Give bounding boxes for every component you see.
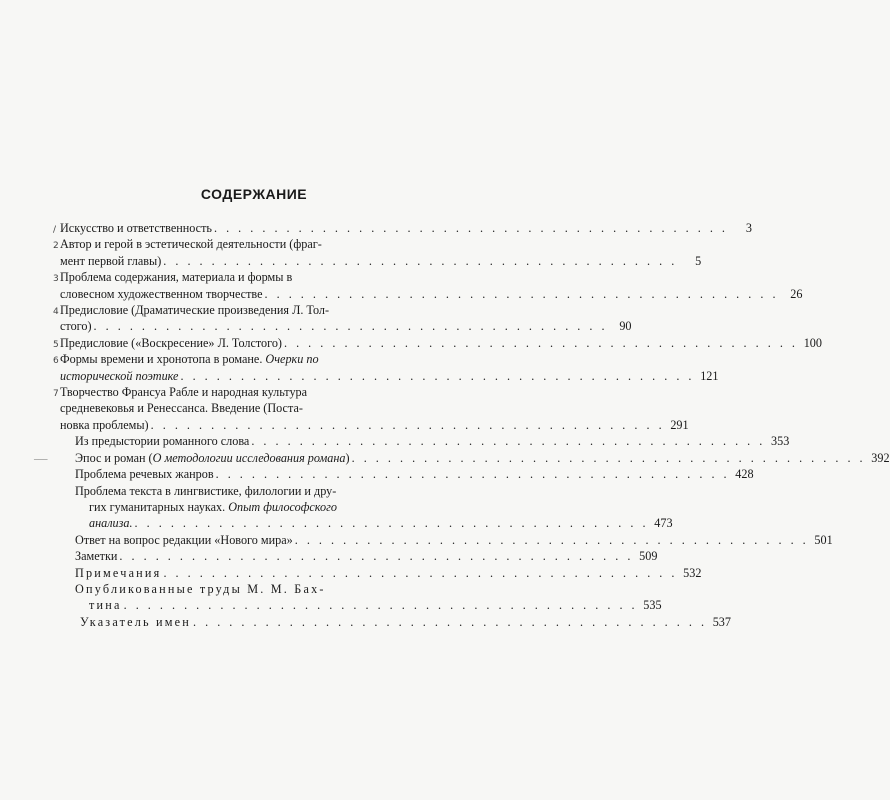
toc-entry[interactable] (60, 581, 662, 614)
toc-entry-title-cont: новка проблемы) (60, 417, 149, 432)
leader-dots: . . . . . . . . . . . . . . . . . . . . . . . . . . . . . . . . . . . . . . . . . . . (294, 532, 809, 547)
toc-entry-title: Творчество Франсуа Рабле и народная культура (60, 385, 308, 400)
toc-page-number: 535 (643, 598, 662, 613)
leader-dots: . . . . . . . . . . . . . . . . . . . . . . . . . . . . . . . . . . . . . . . . . . . (93, 319, 608, 334)
toc-page-number: 392 (871, 450, 890, 465)
leader-dots: . . . . . . . . . . . . . . . . . . . . . . . . . . . . . . . . . . . . . . . . . . . (251, 434, 766, 449)
toc-entry-title-cont: тина (89, 598, 122, 613)
leader-dots: . . . . . . . . . . . . . . . . . . . . . . . . . . . . . . . . . . . . . . . . . . . (163, 565, 678, 580)
toc-entry-title-cont: анализа. (89, 516, 133, 531)
toc-page-number: 26 (790, 286, 803, 301)
toc-entry-title: Примечания (75, 565, 162, 580)
toc-entry-title: Ответ на вопрос редакции «Нового мира» (75, 532, 293, 547)
handwritten-mark: 7 (53, 389, 59, 400)
toc-entry-title-main: Формы времени и хронотопа в романе. (60, 352, 266, 367)
toc-entry[interactable] (60, 614, 731, 630)
toc-entry-title-cont (75, 499, 337, 515)
toc-entry[interactable] (53, 384, 689, 433)
toc-page-number: 291 (670, 417, 689, 432)
leader-dots: . . . . . . . . . . . . . . . . . . . . . . . . . . . . . . . . . . . . . . . . . . . (215, 467, 730, 482)
toc-page-number: 473 (654, 516, 673, 531)
toc-entry-title-italic: Очерки по (265, 352, 319, 367)
handwritten-mark: / (53, 225, 57, 235)
toc-page-number: 90 (619, 319, 632, 334)
toc-page-number: 537 (712, 614, 731, 629)
leader-dots: . . . . . . . . . . . . . . . . . . . . . . . . . . . . . . . . . . . . . . . . . . . (150, 417, 665, 432)
toc-entry-title: Искусство и ответственность (60, 221, 212, 235)
toc-page-number: 100 (803, 335, 822, 350)
toc-entry-title: Предисловие (Драматические произведения Л. Тол- (60, 303, 330, 318)
leader-dots: . . . . . . . . . . . . . . . . . . . . . . . . . . . . . . . . . . . . . . . . . . . (193, 614, 707, 629)
toc-entry[interactable] (60, 483, 673, 532)
toc-entry[interactable] (60, 433, 790, 449)
toc-page-number: 509 (639, 549, 658, 564)
toc-entry-title: Проблема текста в лингвистике, филологии и дру- (75, 483, 337, 498)
leader-dots: . . . . . . . . . . . . . . . . . . . . . . . . . . . . . . . . . . . . . . . . . . . (264, 286, 779, 301)
pencil-dash-mark: ––– (34, 453, 48, 464)
toc-entry[interactable] (53, 335, 822, 351)
handwritten-mark: 4 (53, 307, 59, 318)
toc-entry[interactable] (60, 532, 833, 548)
toc-page-number: 3 (745, 221, 752, 235)
toc-entry-title: Опубликованные труды М. М. Бах- (75, 581, 326, 596)
toc-entry-title: Указатель имен (80, 614, 191, 629)
toc-page-number: 532 (683, 565, 702, 580)
leader-dots: . . . . . . . . . . . . . . . . . . . . . . . . . . . . . . . . . . . . . . . . . . . (119, 549, 634, 564)
toc-page-number: 5 (695, 253, 702, 268)
toc-entry[interactable] (53, 220, 752, 236)
handwritten-mark: 6 (53, 356, 59, 367)
leader-dots: . . . . . . . . . . . . . . . . . . . . . . . . . . . . . . . . . . . . . . . . . . . (134, 516, 649, 531)
toc-entry-title-main: Эпос и роман ( (75, 450, 153, 465)
handwritten-mark: 5 (53, 339, 59, 350)
toc-entry[interactable] (53, 236, 702, 269)
toc-entry[interactable] (60, 466, 754, 482)
toc-entry-title (60, 351, 319, 367)
toc-entry-title-italic: О методологии исследования романа (152, 450, 346, 465)
toc-entry-title: Предисловие («Воскресение» Л. Толстого) (60, 335, 282, 350)
toc-entry-title (75, 450, 350, 466)
toc-page-number: 428 (735, 467, 754, 482)
toc-entry[interactable] (60, 565, 702, 581)
handwritten-mark: 3 (53, 274, 59, 285)
toc-entry-title: Автор и герой в эстетической деятельности (фраг- (60, 237, 322, 252)
leader-dots: . . . . . . . . . . . . . . . . . . . . . . . . . . . . . . . . . . . . . . . . . . . (213, 221, 728, 235)
leader-dots: . . . . . . . . . . . . . . . . . . . . . . . . . . . . . . . . . . . . . . . . . . . (283, 335, 798, 350)
toc-entry-title: Проблема содержания, материала и формы в (60, 270, 293, 285)
toc-entry-title-cont: мент первой главы) (60, 253, 162, 268)
toc-entry-title-italic: Опыт философского (228, 499, 337, 514)
toc-entry-title: Проблема речевых жанров (75, 467, 214, 482)
toc-entry-title-cont: словесном художественном творчестве (60, 286, 263, 301)
handwritten-mark: 2 (53, 241, 59, 252)
toc-entry-title: Из предыстории романного слова (75, 434, 250, 449)
toc-page-number: 353 (771, 434, 790, 449)
toc-page-number: 121 (700, 368, 719, 383)
toc-entry-title: Заметки (75, 549, 118, 564)
toc-entry[interactable] (34, 450, 890, 466)
toc-entry-title-close: ) (345, 450, 350, 465)
leader-dots: . . . . . . . . . . . . . . . . . . . . . . . . . . . . . . . . . . . . . . . . . . . (123, 598, 638, 613)
toc-entry-title-cont: стого) (60, 319, 92, 334)
leader-dots: . . . . . . . . . . . . . . . . . . . . . . . . . . . . . . . . . . . . . . . . . . . (163, 253, 678, 268)
leader-dots: . . . . . . . . . . . . . . . . . . . . . . . . . . . . . . . . . . . . . . . . . . . (180, 368, 695, 383)
table-of-contents (34, 220, 890, 630)
leader-dots: . . . . . . . . . . . . . . . . . . . . . . . . . . . . . . . . . . . . . . . . . . . (351, 450, 866, 465)
toc-page-number: 501 (814, 532, 833, 547)
toc-entry-title-main: гих гуманитарных науках. (89, 499, 229, 514)
toc-entry[interactable] (60, 548, 658, 564)
toc-entry[interactable] (53, 269, 803, 302)
toc-entry[interactable] (53, 302, 632, 335)
toc-entry[interactable] (53, 351, 719, 384)
toc-entry-title-cont: средневековья и Ренессанса. Введение (Поста- (60, 401, 303, 416)
toc-entry-title-cont: исторической поэтике (60, 368, 179, 383)
contents-title: СОДЕРЖАНИЕ (200, 186, 308, 202)
